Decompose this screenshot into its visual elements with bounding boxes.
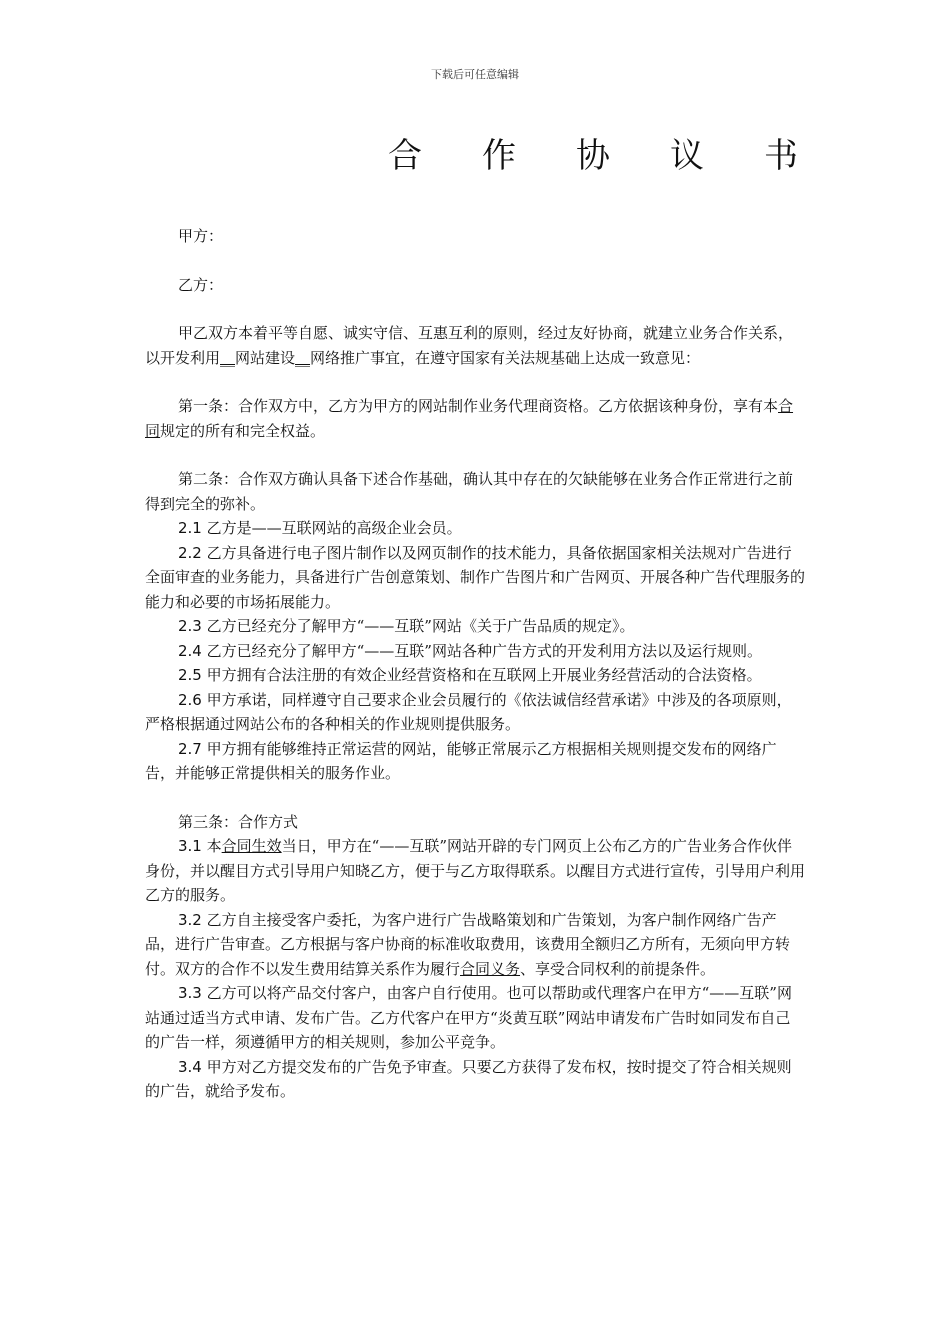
article-2-heading: 第二条：合作双方确认具备下述合作基础，确认其中存在的欠缺能够在业务合作正常进行之前得到完全的弥补。 [145,470,794,513]
title-char: 协 [576,136,610,176]
party-a-line: 甲方： [178,227,224,245]
party-b-line: 乙方： [178,275,224,294]
document-title [388,128,858,177]
contract-effective-link[interactable]: 合同生效 [221,837,282,855]
clause-2-1: 2.1 乙方是——互联网站的高级企业会员。 [178,519,462,537]
clause-3-3: 3.3 乙方可以将产品交付客户，由客户自行使用。也可以帮助或代理客户在甲方“——互联”网站通过适当方式申请、发布广告。乙方代客户在甲方“炎黄互联”网站申请发布广告时如同发布自己的广告一样，须遵循甲方的相关规则，参加公平竞争。 [145,984,792,1051]
clause-2-2: 2.2 乙方具备进行电子图片制作以及网页制作的技术能力，具备依据国家相关法规对广告进行全面审查的业务能力，具备进行广告创意策划、制作广告图片和广告网页、开展各种广告代理服务的能力和必要的市场拓展能力。 [145,543,806,611]
title-char: 合 [388,136,422,176]
clause-2-5: 2.5 甲方拥有合法注册的有效企业经营资格和在互联网上开展业务经营活动的合法资格。 [178,666,762,684]
contract-obligation-link[interactable]: 合同义务 [460,959,521,978]
clause-3-4: 3.4 甲方对乙方提交发布的广告免予审查。只要乙方获得了发布权，按时提交了符合相关规则的广告，就给予发布。 [145,1057,792,1100]
intro-paragraph: 甲乙双方本着平等自愿、诚实守信、互惠互利的原则，经过友好协商，就建立业务合作关系，以开发利用__网站建设__网络推广事宜，在遵守国家有关法规基础上达成一致意见： [145,324,794,367]
clause-2-7: 2.7 甲方拥有能够维持正常运营的网站，能够正常展示乙方根据相关规则提交发布的网络广告，并能够正常提供相关的服务作业。 [145,739,777,782]
article-1: 第一条：合作双方中，乙方为甲方的网站制作业务代理商资格。乙方依据该种身份，享有本合同规定的所有和完全权益。 [145,397,794,440]
contract-link[interactable]: 合同 [145,397,794,440]
title-char: 议 [670,136,704,176]
clause-2-6: 2.6 甲方承诺，同样遵守自己要求企业会员履行的《依法诚信经营承诺》中涉及的各项原则，严格根据通过网站公布的各种相关的作业规则提供服务。 [145,690,792,733]
title-char: 作 [482,136,516,176]
page-header-note: 下载后可任意编辑 [431,68,519,81]
title-char: 书 [764,136,798,176]
clause-3-1: 3.1 本合同生效当日，甲方在“——互联”网站开辟的专门网页上公布乙方的广告业务合作伙伴身份，并以醒目方式引导用户知晓乙方，便于与乙方取得联系。以醒目方式进行宣传，引导用户利用乙方的服务。 [145,837,806,904]
article-3-heading: 第三条：合作方式 [178,812,299,831]
clause-3-2: 3.2 乙方自主接受客户委托，为客户进行广告战略策划和广告策划，为客户制作网络广告产品，进行广告审查。乙方根据与客户协商的标准收取费用，该费用全额归乙方所有，无须向甲方转付。双方的合作不以发生费用结算关系作为履行合同义务、享受合同权利的前提条件。 [145,910,791,978]
document-body [145,224,805,1104]
clause-2-4: 2.4 乙方已经充分了解甲方“——互联”网站各种广告方式的开发利用方法以及运行规则。 [178,641,762,660]
clause-2-3: 2.3 乙方已经充分了解甲方“——互联”网站《关于广告品质的规定》。 [178,617,635,635]
